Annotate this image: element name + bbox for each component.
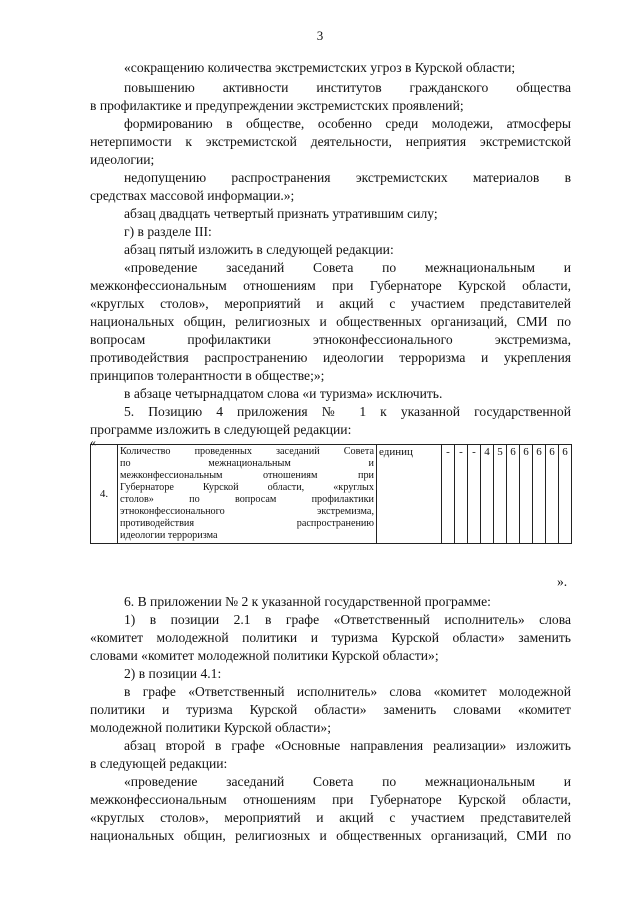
value-cell: - — [455, 445, 468, 544]
text-line: «сокращению количества экстремистских угроз в Курской области; — [124, 60, 516, 75]
text-line: политики и туризма Курской области» заменить словами «комитет — [90, 702, 571, 717]
text-line: молодежной политики Курской области»; — [90, 720, 332, 735]
text-line: 2) в позиции 4.1: — [124, 666, 222, 681]
text-line: абзац второй в графе «Основные направления реализации» изложить — [124, 738, 571, 753]
text-line: 5. Позицию 4 приложения № 1 к указанной государственной — [124, 404, 571, 419]
text-line: принципов толерантности в обществе;»; — [90, 368, 325, 383]
text-line: абзац пятый изложить в следующей редакции: — [124, 242, 394, 257]
quote-close: ». — [557, 574, 568, 589]
text-line: недопущению распространения экстремистских материалов в — [124, 170, 571, 185]
text-line: формированию в обществе, особенно среди молодежи, атмосферы — [124, 116, 571, 131]
text-line: «проведение заседаний Совета по межнациональным и — [124, 774, 571, 789]
text-line: национальных общин, религиозных и общественных организаций, СМИ по — [90, 828, 571, 843]
table-row — [91, 445, 572, 544]
text-line: в графе «Ответственный исполнитель» слова «комитет молодежной — [124, 684, 571, 699]
quote-open: « — [90, 435, 96, 449]
text-line: программе изложить в следующей редакции: — [90, 422, 352, 437]
text-line: повышению активности институтов гражданского общества — [124, 80, 571, 95]
text-line: межконфессиональным отношениям при Губернаторе Курской области, — [90, 792, 571, 807]
position-number: 4. — [91, 445, 118, 544]
description-line: Губернаторе Курской области, «круглых — [120, 482, 374, 493]
text-line: «комитет молодежной политики и туризма Курской области» заменить — [90, 630, 571, 645]
description-line: межконфессиональным отношениям при — [120, 470, 374, 481]
text-line: 6. В приложении № 2 к указанной государственной программе: — [124, 594, 491, 609]
description-line: противодействия распространению — [120, 518, 374, 529]
text-line: вопросам профилактики этноконфессионального экстремизма, — [90, 332, 571, 347]
description-line: по межнациональным и — [120, 458, 374, 469]
description-line: столов» по вопросам профилактики — [120, 494, 374, 505]
unit-cell: единиц — [377, 445, 442, 544]
text-line: 1) в позиции 2.1 в графе «Ответственный исполнитель» слова — [124, 612, 571, 627]
indicator-table — [90, 444, 572, 544]
text-line: словами «комитет молодежной политики Курской области»; — [90, 648, 439, 663]
description-line: идеологии терроризма — [120, 530, 218, 541]
page-number: 3 — [316, 28, 324, 43]
text-line: в абзаце четырнадцатом слова «и туризма» исключить. — [124, 386, 443, 401]
value-cell: - — [442, 445, 455, 544]
value-cell: - — [468, 445, 481, 544]
text-line: нетерпимости к экстремистской деятельности, неприятия экстремистской — [90, 134, 571, 149]
value-cell: 6 — [533, 445, 546, 544]
text-line: «проведение заседаний Совета по межнациональным и — [124, 260, 571, 275]
value-cell: 6 — [546, 445, 559, 544]
text-line: в профилактике и предупреждении экстремистских проявлений; — [90, 98, 464, 113]
text-line: «круглых столов», мероприятий и акций с участием представителей — [90, 296, 571, 311]
text-line: в следующей редакции: — [90, 756, 228, 771]
value-cell: 6 — [507, 445, 520, 544]
text-line: межконфессиональным отношениям при Губернаторе Курской области, — [90, 278, 571, 293]
text-line: противодействия распространению идеологии терроризма и укрепления — [90, 350, 571, 365]
value-cell: 6 — [520, 445, 533, 544]
value-cell: 6 — [559, 445, 572, 544]
value-cell: 4 — [481, 445, 494, 544]
text-line: абзац двадцать четвертый признать утратившим силу; — [124, 206, 438, 221]
text-line: идеологии; — [90, 152, 155, 167]
text-line: национальных общин, религиозных и общественных организаций, СМИ по — [90, 314, 571, 329]
text-line: г) в разделе III: — [124, 224, 212, 239]
text-line: средствах массовой информации.»; — [90, 188, 295, 203]
description-line: этноконфессионального экстремизма, — [120, 506, 374, 517]
text-line: «круглых столов», мероприятий и акций с участием представителей — [90, 810, 571, 825]
value-cell: 5 — [494, 445, 507, 544]
indicator-description — [118, 445, 377, 544]
description-line: Количество проведенных заседаний Совета — [120, 446, 374, 457]
